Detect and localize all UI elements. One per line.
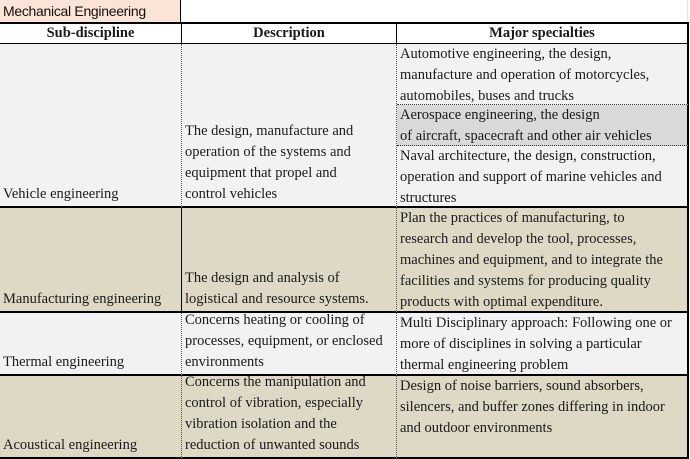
description-line: vibration isolation and the	[185, 416, 337, 432]
description-line: Concerns heating or cooling of	[185, 313, 365, 328]
sub-discipline-text: Acoustical engineering	[3, 437, 138, 453]
specialty-line: research and develop the tool, processes,	[400, 231, 637, 247]
specialty-line: machines and equipment, and to integrate the	[400, 252, 663, 268]
table-row-vehicle-description[interactable]	[182, 44, 397, 208]
sub-discipline-text: Thermal engineering	[3, 354, 125, 370]
specialty-line: Design of noise barriers, sound absorbers,	[400, 378, 644, 394]
table-row-thermal-sub-discipline[interactable]	[0, 313, 182, 376]
specialty-manufacturing[interactable]	[397, 208, 689, 313]
header-sub-discipline[interactable]: Sub-discipline	[0, 22, 182, 44]
description-line: control vehicles	[185, 186, 278, 202]
description-line: logistical and resource systems.	[185, 291, 369, 307]
specialty-line: structures	[400, 190, 457, 206]
specialty-line: Naval architecture, the design, construction,	[400, 148, 656, 164]
description-line: The design and analysis of	[185, 270, 340, 286]
specialty-line: manufacture and operation of motorcycles,	[400, 67, 650, 83]
description-line: environments	[185, 354, 264, 370]
table-row-acoustical-description[interactable]	[182, 376, 397, 459]
table-title-cell[interactable]: Mechanical Engineering	[0, 0, 181, 22]
specialty-line: products with optimal expenditure.	[400, 294, 603, 310]
specialty-line: automobiles, buses and trucks	[400, 88, 574, 104]
description-line: The design, manufacture and	[185, 123, 354, 139]
description-line: control of vibration, especially	[185, 395, 363, 411]
specialty-line: more of disciplines in solving a particular	[400, 336, 642, 352]
description-line: reduction of unwanted sounds	[185, 437, 360, 453]
specialty-line: and outdoor environments	[400, 420, 553, 436]
header-description[interactable]: Description	[182, 22, 397, 44]
specialty-line: operation and support of marine vehicles and	[400, 169, 662, 185]
specialty-line: Multi Disciplinary approach: Following one or	[400, 315, 672, 331]
sub-discipline-text: Manufacturing engineering	[3, 291, 162, 307]
specialty-line: Automotive engineering, the design,	[400, 46, 612, 62]
specialty-automotive[interactable]	[397, 44, 689, 105]
description-line: operation of the systems and	[185, 144, 351, 160]
empty-cell[interactable]	[182, 0, 688, 22]
table-row-thermal-description[interactable]	[182, 313, 397, 376]
specialty-acoustical[interactable]	[397, 376, 689, 459]
description-line: equipment that propel and	[185, 165, 337, 181]
specialty-line: thermal engineering problem	[400, 357, 569, 373]
specialty-line: of aircraft, spacecraft and other air vehicles	[400, 128, 652, 144]
sub-discipline-text: Vehicle engineering	[3, 186, 119, 202]
table-row-vehicle-sub-discipline[interactable]	[0, 44, 182, 208]
specialty-naval[interactable]	[397, 146, 689, 208]
specialty-line: Aerospace engineering, the design	[400, 107, 600, 123]
table-row-acoustical-sub-discipline[interactable]	[0, 376, 182, 459]
specialty-thermal[interactable]	[397, 313, 689, 376]
description-line: processes, equipment, or enclosed	[185, 333, 383, 349]
specialty-line: silencers, and buffer zones differing in indoor	[400, 399, 665, 415]
specialty-aerospace[interactable]	[397, 105, 689, 146]
specialty-line: Plan the practices of manufacturing, to	[400, 210, 625, 226]
table-row-manufacturing-sub-discipline[interactable]	[0, 208, 182, 313]
description-line: Concerns the manipulation and	[185, 376, 366, 390]
table-row-manufacturing-description[interactable]	[182, 208, 397, 313]
header-major-specialties[interactable]: Major specialties	[397, 22, 689, 44]
specialty-line: facilities and systems for producing quality	[400, 273, 651, 289]
